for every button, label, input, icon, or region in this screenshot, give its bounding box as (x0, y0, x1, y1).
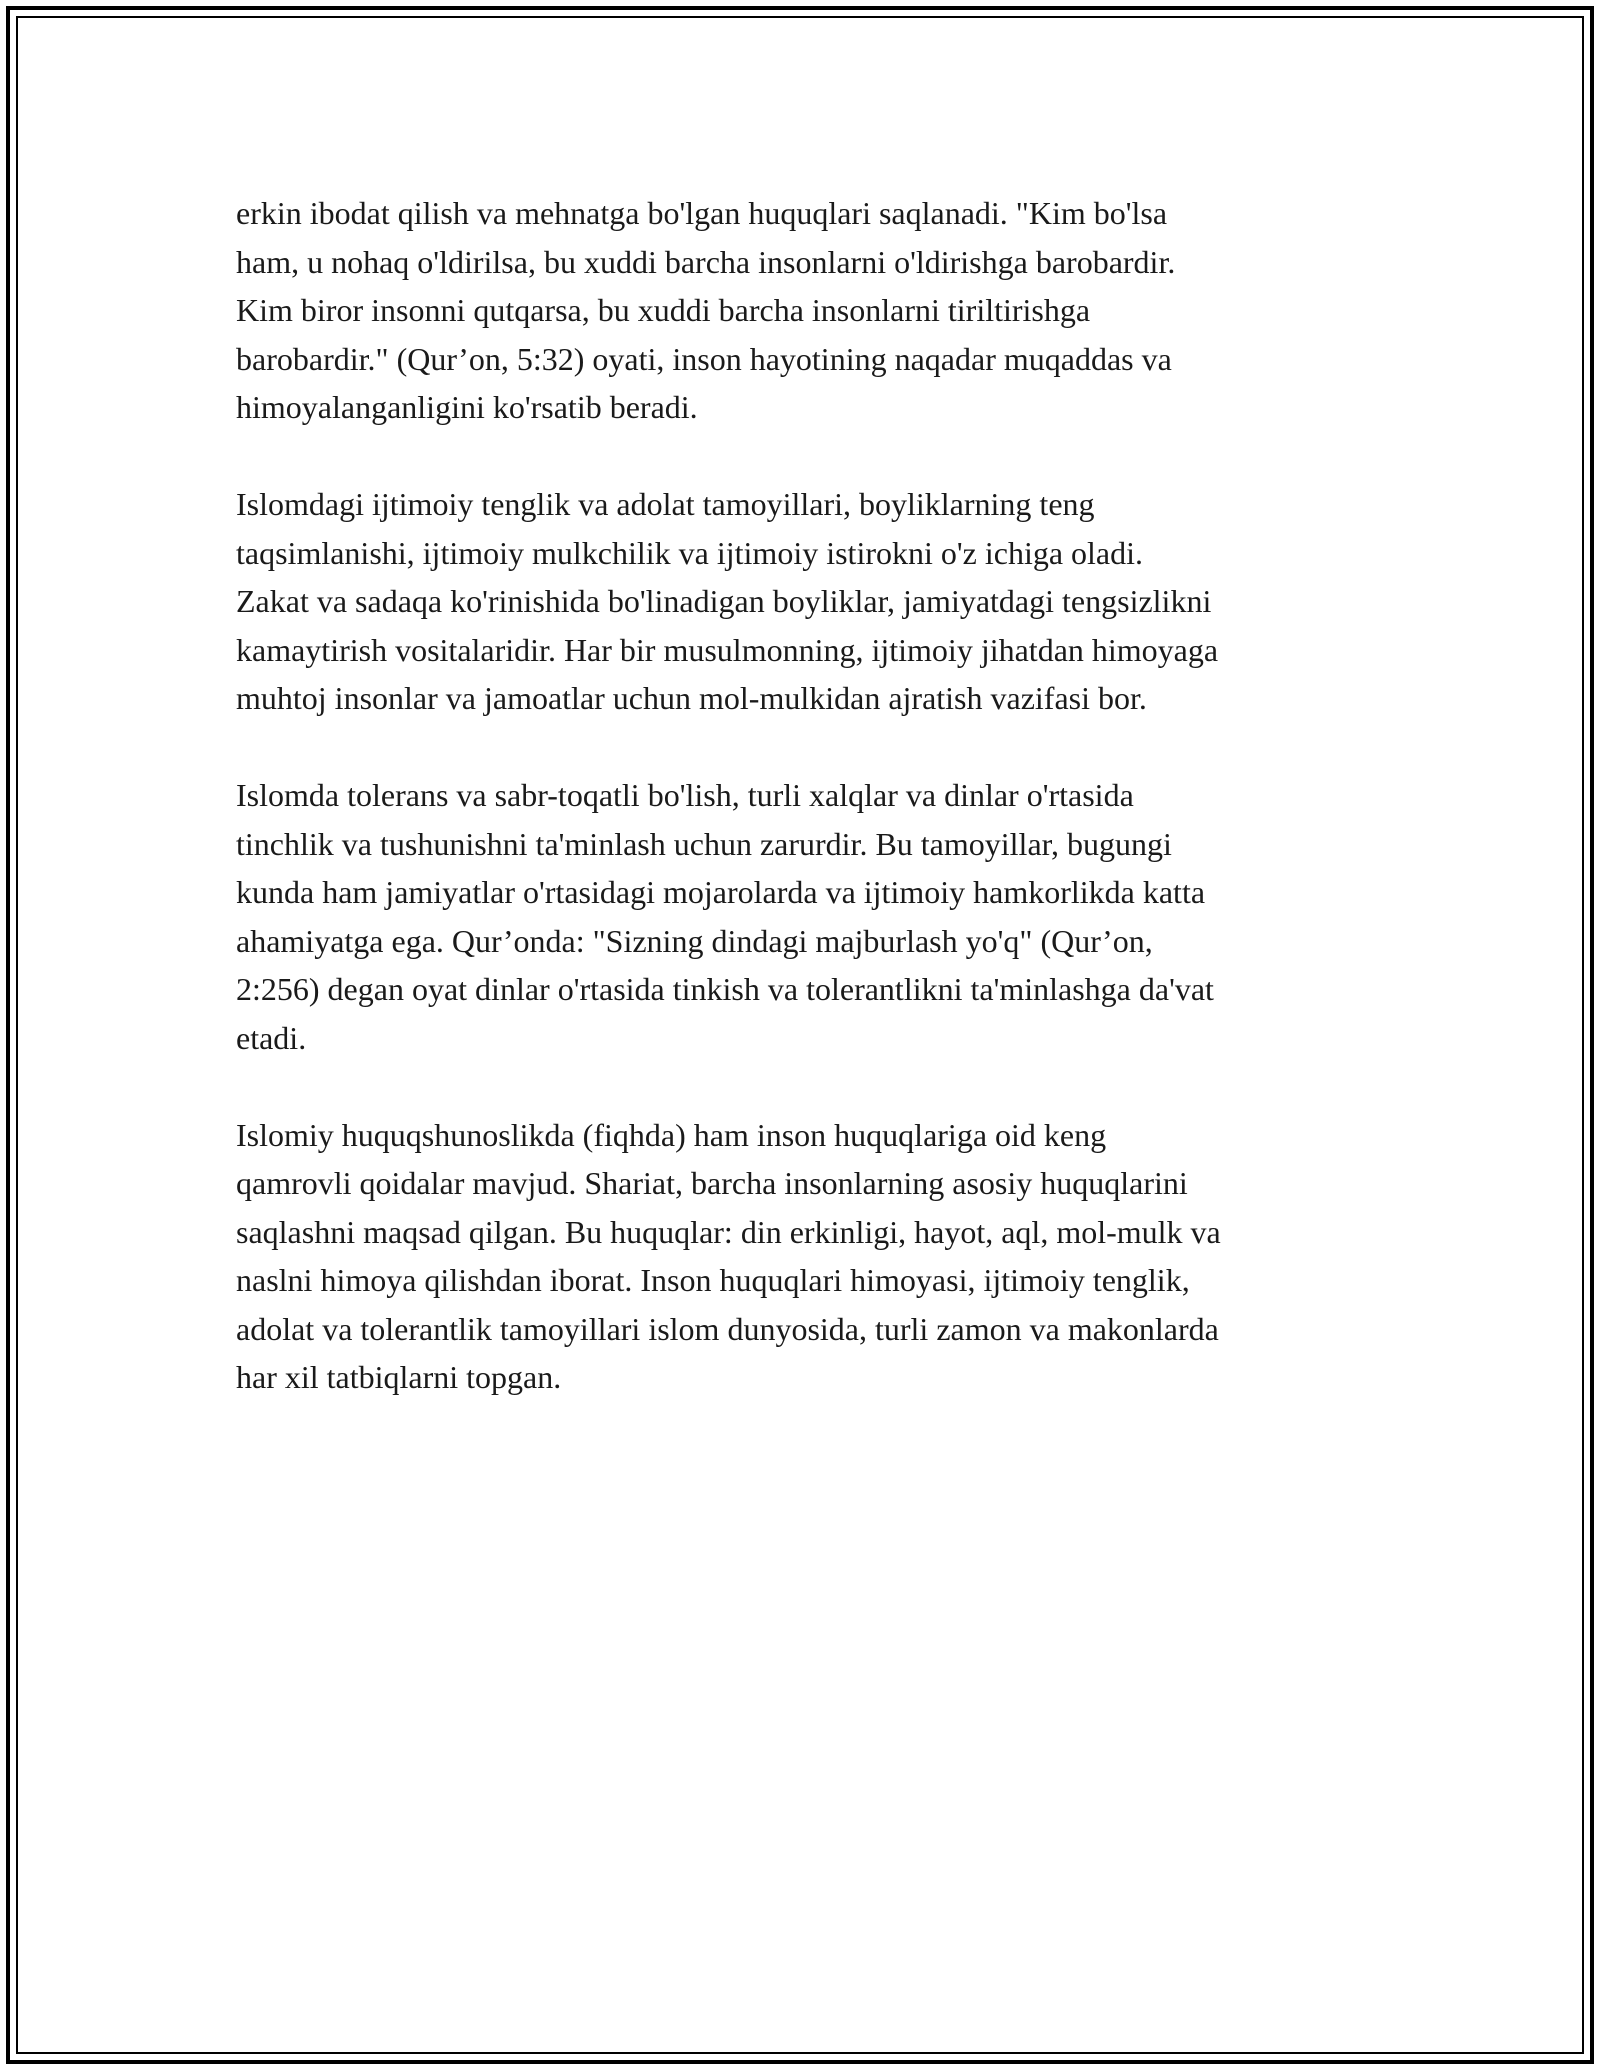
text-line: naslni himoya qilishdan iborat. Inson huquqlari himoyasi, ijtimoiy tenglik, (236, 1262, 1190, 1298)
text-line: erkin ibodat qilish va mehnatga bo'lgan huquqlari saqlanadi. "Kim bo'lsa (236, 195, 1168, 231)
paragraph (236, 771, 1376, 1062)
paragraph (236, 189, 1376, 432)
text-line: Islomdagi ijtimoiy tenglik va adolat tamoyillari, boyliklarning teng (236, 486, 1095, 522)
text-line: qamrovli qoidalar mavjud. Shariat, barcha insonlarning asosiy huquqlarini (236, 1165, 1188, 1201)
text-line: Zakat va sadaqa ko'rinishida bo'linadigan boyliklar, jamiyatdagi tengsizlikni (236, 583, 1212, 619)
text-line: Islomiy huquqshunoslikda (fiqhda) ham inson huquqlariga oid keng (236, 1116, 1107, 1153)
text-line: muhtoj insonlar va jamoatlar uchun mol-mulkidan ajratish vazifasi bor. (236, 680, 1147, 716)
text-line: 2:256) degan oyat dinlar o'rtasida tinkish va tolerantlikni ta'minlashga da'vat (236, 971, 1214, 1007)
text-line: barobardir." (Qur’on, 5:32) oyati, inson hayotining naqadar muqaddas va (236, 340, 1172, 377)
text-line: ham, u nohaq o'ldirilsa, bu xuddi barcha insonlarni o'ldirishga barobardir. (236, 243, 1176, 280)
text-line: himoyalanganligini ko'rsatib beradi. (236, 389, 698, 425)
text-line: taqsimlanishi, ijtimoiy mulkchilik va ijtimoiy istirokni o'z ichiga oladi. (236, 534, 1144, 571)
text-line: adolat va tolerantlik tamoyillari islom dunyosida, turli zamon va makonlarda (236, 1310, 1219, 1347)
text-line: tinchlik va tushunishni ta'minlash uchun zarurdir. Bu tamoyillar, bugungi (236, 825, 1172, 862)
text-line: saqlashni maqsad qilgan. Bu huquqlar: din erkinligi, hayot, aql, mol-mulk va (236, 1213, 1221, 1250)
text-line: etadi. (236, 1019, 307, 1056)
text-line: kunda ham jamiyatlar o'rtasidagi mojarolarda va ijtimoiy hamkorlikda katta (236, 874, 1206, 910)
paragraph (236, 1111, 1376, 1402)
text-line: har xil tatbiqlarni topgan. (236, 1359, 562, 1395)
text-line: ahamiyatga ega. Qur’onda: "Sizning dindagi majburlash yo'q" (Qur’on, (236, 922, 1153, 959)
paragraph (236, 480, 1376, 723)
text-line: Islomda tolerans va sabr-toqatli bo'lish, turli xalqlar va dinlar o'rtasida (236, 777, 1134, 813)
text-line: Kim biror insonni qutqarsa, bu xuddi barcha insonlarni tiriltirishga (236, 292, 1091, 328)
document-body (236, 189, 1376, 1450)
text-line: kamaytirish vositalaridir. Har bir musulmonning, ijtimoiy jihatdan himoyaga (236, 631, 1219, 668)
